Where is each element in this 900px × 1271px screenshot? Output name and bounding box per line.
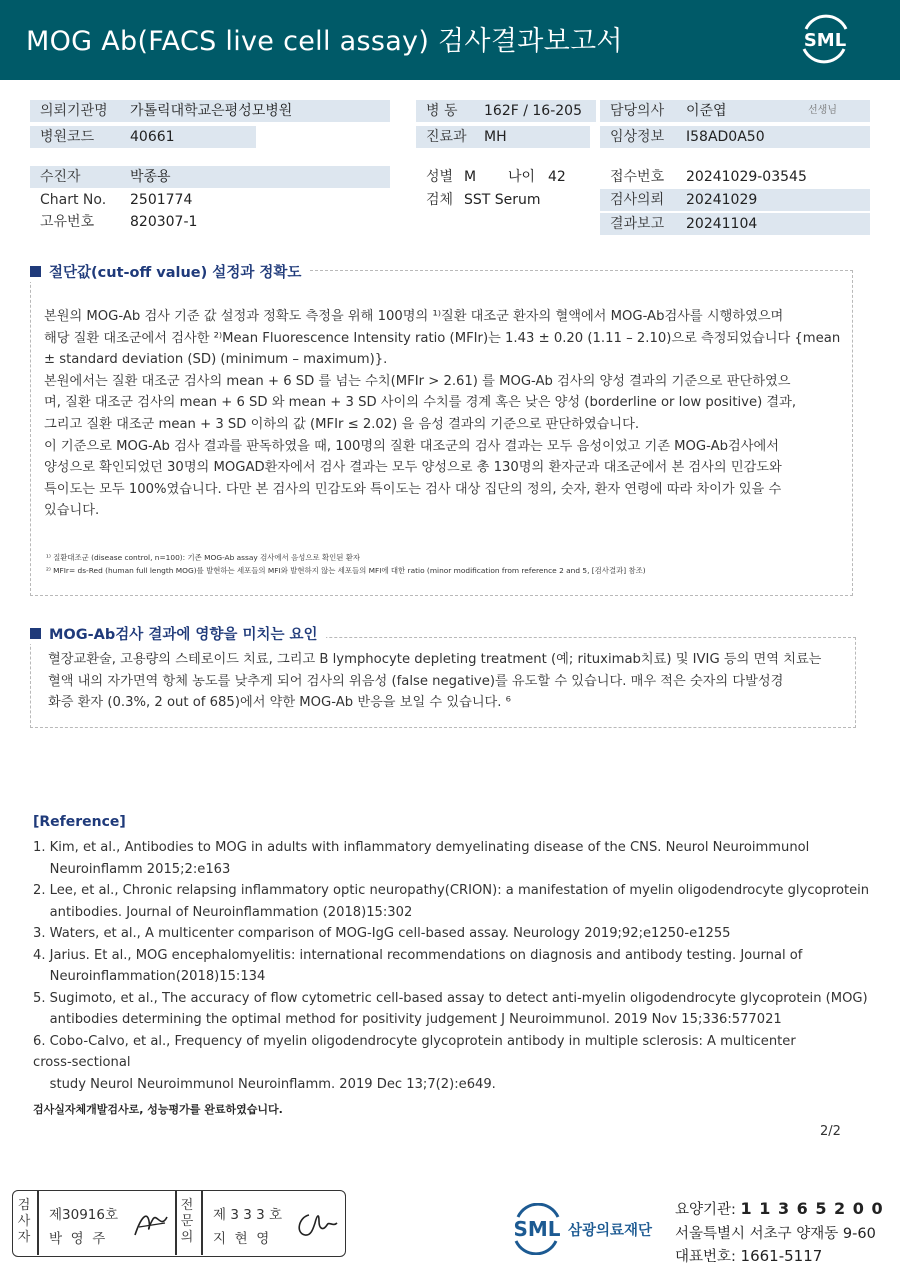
age-label: 나이 xyxy=(508,169,536,185)
clinical-field xyxy=(600,126,870,148)
section1-note-1: ¹⁾ 질환대조군 (disease control, n=100): 기존 MOG-Ab assay 검사에서 음성으로 확인된 환자 xyxy=(46,553,360,562)
section1-line: 양성으로 확인되었던 30명의 MOGAD환자에서 검사 결과는 모두 양성으로 총 130명의 환자군과 대조군에서 본 검사의 민감도와 xyxy=(44,460,782,476)
section1-title: 절단값(cut-off value) 설정과 정확도 xyxy=(30,261,309,282)
section1-line: 본원에서는 질환 대조군 검사의 mean + 6 SD 를 넘는 수치(MFIr > 2.61) 를 MOG-Ab 검사의 양성 결과의 기준으로 판단하였으 xyxy=(44,373,791,389)
clinical-value: I58AD0A50 xyxy=(686,129,765,145)
reference-line: 2. Lee, et al., Chronic relapsing inflammatory optic neuropathy(CRION): a manifestation of myelin oligodendrocyte glycoprotein xyxy=(33,883,870,898)
section1-text xyxy=(44,306,840,522)
receipt-field xyxy=(600,166,870,188)
section1-line: 해당 질환 대조군에서 검사한 ²⁾Mean Fluorescence Intensity ratio (MFIr)는 1.43 ± 0.20 (1.11 – 2.10)으로 측정되었습니다 {mean xyxy=(44,330,841,346)
section2-line: 화증 환자 (0.3%, 2 out of 685)에서 약한 MOG-Ab 반응을 보일 수 있습니다. ⁶ xyxy=(48,695,511,711)
section2-line: 혈액 내의 자가면역 항체 농도를 낮추게 되어 검사의 위음성 (false negative)를 유도할 수 있습니다. 매우 적은 숫자의 다발성경 xyxy=(48,673,784,689)
chart-value: 2501774 xyxy=(130,192,193,208)
section2-line: 혈장교환술, 고용량의 스테로이드 치료, 그리고 B lymphocyte depleting treatment (예; rituximab치료) 및 IVIG 등의 면역 치료는 xyxy=(48,652,822,667)
unique-field xyxy=(30,211,390,233)
specimen-field xyxy=(416,189,596,211)
hospital-code-label: 병원코드 xyxy=(40,129,95,145)
dept-value: MH xyxy=(484,129,507,145)
development-footnote: 검사실자체개발검사로, 성능평가를 완료하였습니다. xyxy=(33,1103,283,1116)
sml-logo-text: SML xyxy=(803,30,847,51)
request-field xyxy=(600,189,870,211)
unique-value: 820307-1 xyxy=(130,214,198,230)
dept-field xyxy=(416,126,590,148)
ward-value: 162F / 16-205 xyxy=(484,103,582,119)
specialist-label: 전 문 의 xyxy=(180,1198,194,1245)
square-bullet-icon xyxy=(30,628,41,639)
square-bullet-icon xyxy=(30,266,41,277)
tester-signature xyxy=(131,1207,171,1241)
report-date-field xyxy=(600,213,870,235)
hospital-code-field xyxy=(30,126,256,148)
request-label: 검사의뢰 xyxy=(610,192,665,208)
footer-org-name: 삼광의료재단 xyxy=(568,1223,653,1239)
divider xyxy=(175,1191,177,1255)
patient-field xyxy=(30,166,390,188)
request-value: 20241029 xyxy=(686,192,758,208)
reference-line: 3. Waters, et al., A multicenter comparison of MOG-IgG cell-based assay. Neurology 2019;92;e1250-e1255 xyxy=(33,926,731,941)
section2-title: MOG-Ab검사 결과에 영향을 미치는 요인 xyxy=(30,623,326,644)
signature-box xyxy=(12,1190,346,1257)
reference-line: Neuroinflamm 2015;2:e163 xyxy=(33,861,231,877)
reference-line: 5. Sugimoto, et al., The accuracy of flow cytometric cell-based assay to detect anti-myelin oligodendrocyte glycoprotein (MOG) xyxy=(33,990,868,1006)
tester-label: 검 사 자 xyxy=(17,1198,31,1245)
clinical-label: 임상정보 xyxy=(610,129,665,145)
report-header xyxy=(0,0,900,80)
footer-logo-text: SML xyxy=(513,1217,561,1241)
sex-value: M xyxy=(464,169,477,185)
institution-label: 의뢰기관명 xyxy=(40,103,108,119)
age-value: 42 xyxy=(548,169,566,185)
chart-field xyxy=(30,189,390,211)
report-title: MOG Ab(FACS live cell assay) 검사결과보고서 xyxy=(26,26,623,57)
section1-line: 있습니다. xyxy=(44,503,100,519)
doctor-label: 담당의사 xyxy=(610,103,665,119)
footer-phone: 대표번호: 1661-5117 xyxy=(675,1247,823,1265)
report-value: 20241104 xyxy=(686,216,758,232)
specialist-name: 지 현 영 xyxy=(213,1231,270,1247)
section2-text xyxy=(48,649,821,714)
institution-field xyxy=(30,100,390,122)
ward-label: 병 동 xyxy=(426,103,458,119)
hospital-code-value: 40661 xyxy=(130,129,175,145)
sex-label: 성별 xyxy=(426,169,454,185)
doctor-value: 이준엽 xyxy=(686,103,727,119)
reference-title: [Reference] xyxy=(33,814,126,830)
reference-line: 4. Jarius. Et al., MOG encephalomyelitis: international recommendations on diagnosis and antibody testing. Journal of xyxy=(33,947,803,963)
specialist-signature xyxy=(293,1207,339,1241)
section1-line: 그리고 질환 대조군 mean + 3 SD 이하의 값 (MFIr ≤ 2.02) 을 음성 결과의 기준으로 판단하였습니다. xyxy=(44,416,640,432)
section1-line: 특이도는 모두 100%였습니다. 다만 본 검사의 민감도와 특이도는 검사 대상 집단의 정의, 숫자, 환자 연령에 따라 차이가 있을 수 xyxy=(44,481,782,497)
reference-line: antibodies determining the optimal method for positivity judgement J Neuroimmunol. 2019 Nov 15;336:577021 xyxy=(33,1012,782,1027)
tester-name: 박 영 주 xyxy=(49,1231,106,1247)
section1-line: 이 기준으로 MOG-Ab 검사 결과를 판독하였을 때, 100명의 질환 대조군의 검사 결과는 모두 음성이었고 기존 MOG-Ab검사에서 xyxy=(44,438,779,454)
doctor-field xyxy=(600,100,870,122)
receipt-label: 접수번호 xyxy=(610,169,665,185)
footer-address: 서울특별시 서초구 양재동 9-60 xyxy=(675,1226,876,1242)
sml-logo xyxy=(796,14,854,64)
section1-note-2: ²⁾ MFIr= ds-Red (human full length MOG)를 발현하는 세포들의 MFI와 발현하지 않는 세포들의 MFI에 대한 ratio (minor modification from reference 2 and 5, [검사결과] 참조) xyxy=(46,566,646,575)
page-number: 2/2 xyxy=(820,1124,841,1139)
patient-value: 박종용 xyxy=(130,169,171,185)
reference-line: 6. Cobo-Calvo, et al., Frequency of myelin oligodendrocyte glycoprotein antibody in multiple sclerosis: A multicenter xyxy=(33,1033,796,1049)
institution-value: 가톨릭대학교은평성모병원 xyxy=(130,103,293,119)
section1-line: ± standard deviation (SD) (minimum – maximum)}. xyxy=(44,352,388,368)
patient-label: 수진자 xyxy=(40,169,81,185)
reference-line: 1. Kim, et al., Antibodies to MOG in adults with inflammatory demyelinating disease of the CNS. Neurol Neuroimmunol xyxy=(33,840,810,855)
receipt-value: 20241029-03545 xyxy=(686,169,807,185)
section1-line: 본원의 MOG-Ab 검사 기준 값 설정과 정확도 측정을 위해 100명의 ¹⁾질환 대조군 환자의 혈액에서 MOG-Ab검사를 시행하였으며 xyxy=(44,309,784,324)
ward-field xyxy=(416,100,596,122)
footer-logo xyxy=(510,1203,668,1259)
divider xyxy=(37,1191,39,1255)
dept-label: 진료과 xyxy=(426,129,467,145)
reference-line: antibodies. Journal of Neuroinflammation (2018)15:302 xyxy=(33,904,413,920)
unique-label: 고유번호 xyxy=(40,214,95,230)
specimen-value: SST Serum xyxy=(464,192,541,208)
doctor-suffix: 선생님 xyxy=(808,105,837,116)
reference-line: Neuroinflammation(2018)15:134 xyxy=(33,969,266,984)
reference-list xyxy=(33,837,869,1095)
divider xyxy=(201,1191,203,1255)
sml-footer-logo xyxy=(510,1203,668,1255)
sex-age-field xyxy=(416,166,596,188)
specimen-label: 검체 xyxy=(426,192,454,208)
specialist-license: 제 3 3 3 호 xyxy=(213,1207,283,1223)
agency-number: 요양기관: 1 1 3 6 5 2 0 0 xyxy=(675,1199,884,1218)
section1-line: 며, 질환 대조군 검사의 mean + 6 SD 와 mean + 3 SD 사이의 수치를 경계 혹은 낮은 양성 (borderline or low positive) 결과, xyxy=(44,395,797,411)
reference-line: study Neurol Neuroimmunol Neuroinflamm. 2019 Dec 13;7(2):e649. xyxy=(33,1076,496,1092)
tester-license: 제30916호 xyxy=(49,1207,119,1223)
reference-line: cross-sectional xyxy=(33,1055,131,1070)
chart-label: Chart No. xyxy=(40,192,107,208)
report-label: 결과보고 xyxy=(610,216,665,232)
